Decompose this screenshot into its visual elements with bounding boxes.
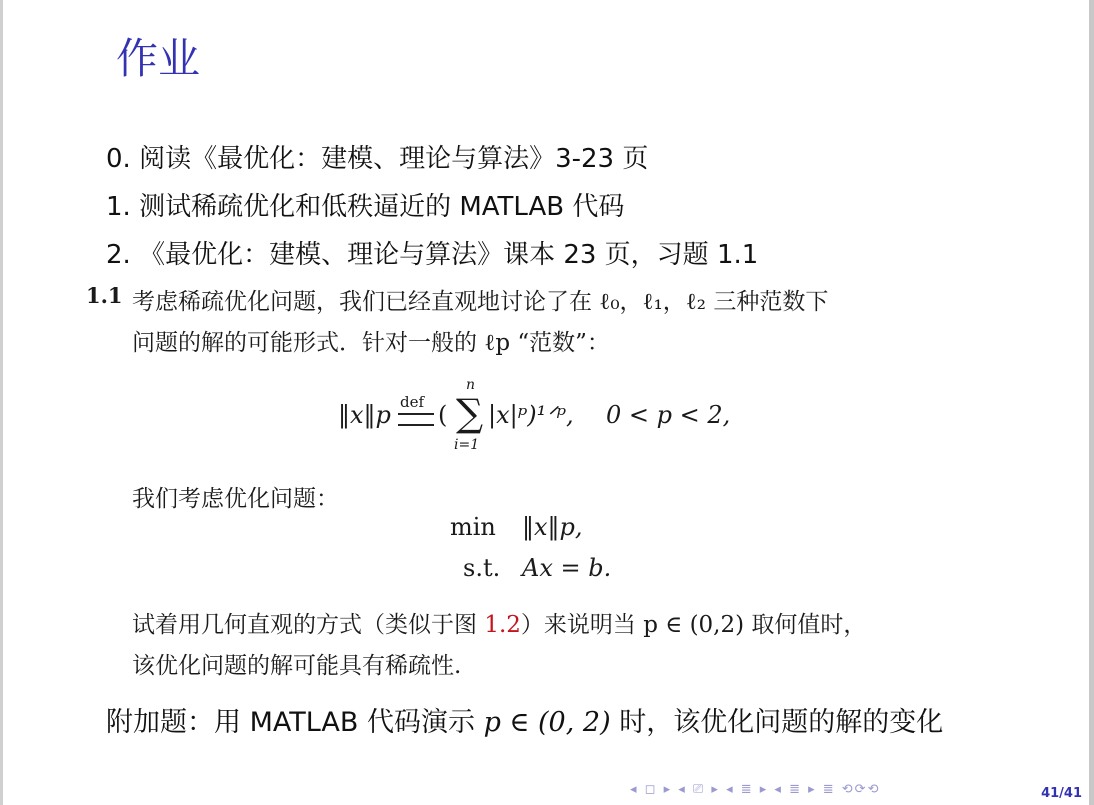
beamer-navigation-icons[interactable]: ◂ ◻ ▸ ◂ ⎚ ▸ ◂ ≣ ▸ ◂ ≣ ▸ ≣ ⟲⟳⟲: [630, 782, 881, 797]
task-2: 2. 《最优化：建模、理论与算法》课本 23 页，习题 1.1: [106, 240, 759, 270]
opt-st-label: s.t.: [463, 554, 501, 582]
exercise-line-4: [132, 606, 866, 639]
right-edge: [1089, 0, 1094, 805]
formula-def: def: [400, 393, 425, 411]
formula-lower: i=1: [454, 437, 480, 453]
bonus-task: [106, 700, 943, 739]
bonus-pre: 附加题：用 MATLAB 代码演示: [106, 707, 484, 738]
opt-objective: ‖x‖p,: [522, 513, 583, 541]
formula-upper: n: [466, 377, 476, 393]
formula-open-paren: (: [438, 401, 448, 429]
bonus-post: 时，该优化问题的解的变化: [610, 707, 944, 738]
opt-min-label: min: [450, 513, 496, 541]
formula-condition: 0 < p < 2,: [606, 401, 731, 429]
exercise-line-4-pre: 试着用几何直观的方式（类似于图: [132, 612, 485, 638]
formula-sigma: ∑: [456, 391, 484, 435]
formula-lhs: ‖x‖p: [338, 401, 391, 429]
exercise-number: 1.1: [86, 283, 123, 308]
formula-body: |x|ᵖ)¹ᐟᵖ,: [488, 401, 574, 429]
formula-equals: [398, 413, 434, 426]
task-1: 1. 测试稀疏优化和低秩逼近的 MATLAB 代码: [106, 192, 625, 222]
left-edge: [0, 0, 3, 805]
exercise-line-2: 问题的解的可能形式．针对一般的 ℓp “范数”：: [132, 330, 610, 356]
slide-title: 作业: [116, 34, 201, 83]
exercise-line-5: 该优化问题的解可能具有稀疏性.: [132, 653, 462, 679]
exercise-line-3: 我们考虑优化问题：: [132, 486, 339, 512]
task-0: 0. 阅读《最优化：建模、理论与算法》3-23 页: [106, 144, 649, 174]
figure-ref-link[interactable]: 1.2: [484, 612, 521, 638]
lp-norm-formula: [338, 377, 758, 455]
exercise-line-4-post: ）来说明当 p ∈ (0,2) 取何值时，: [520, 612, 867, 638]
opt-constraint: Ax = b.: [522, 554, 612, 582]
bonus-math: p ∈ (0, 2): [483, 707, 611, 738]
exercise-line-1: 考虑稀疏优化问题，我们已经直观地讨论了在 ℓ₀，ℓ₁，ℓ₂ 三种范数下: [132, 289, 829, 315]
page-number: 41/41: [1041, 786, 1082, 801]
